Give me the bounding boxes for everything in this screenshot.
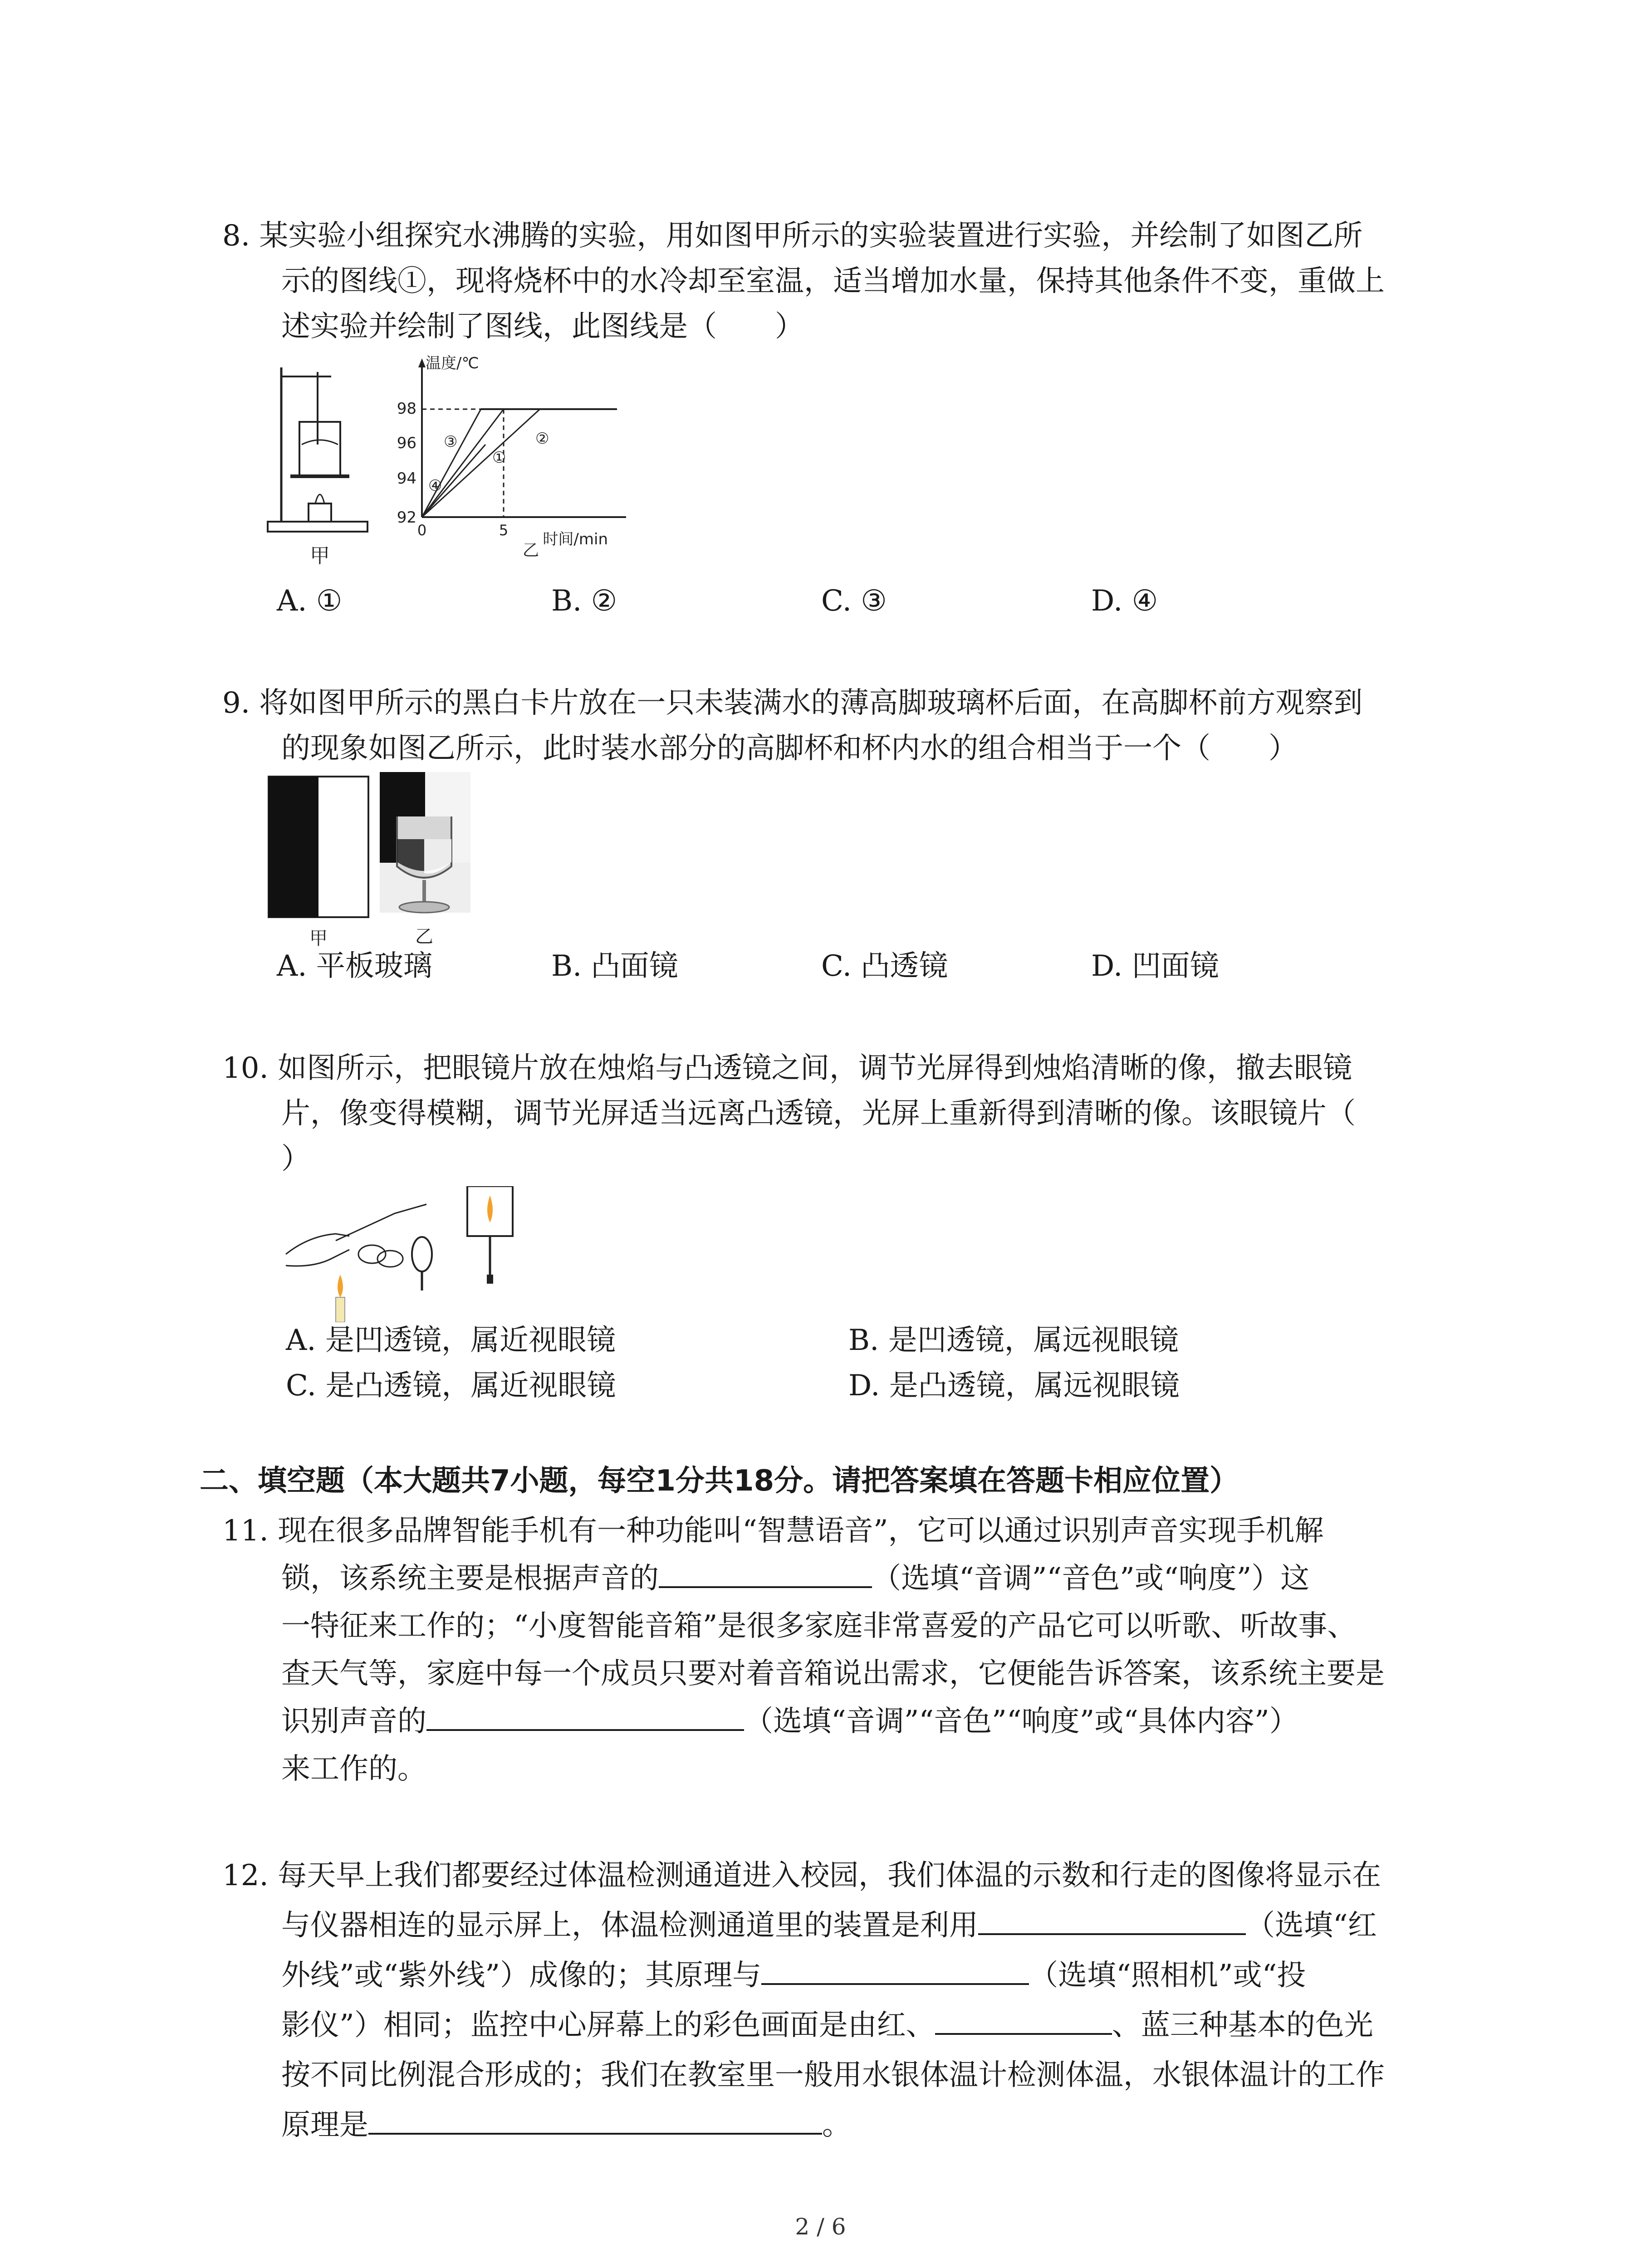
q12-line-6: 原理是 。 <box>281 2105 851 2146</box>
q10-option-d: D. 是凸透镜，属远视眼镜 <box>848 1369 1180 1403</box>
q10-line-3: ） <box>281 1142 310 1176</box>
q11-blank-1[interactable] <box>659 1558 872 1588</box>
graph-line-3 <box>422 409 481 517</box>
glass-label: 乙 <box>415 926 433 947</box>
q11-line-5: 识别声音的 （选填“音调”“音色”“响度”或“具体内容”） <box>281 1701 1298 1742</box>
x-tick-0: 0 <box>417 522 427 539</box>
q8-option-c: C. ③ <box>821 584 887 618</box>
q11-line-3: 一特征来工作的；“小度智能音箱”是很多家庭非常喜爱的产品它可以听歌、听故事、 <box>281 1609 1357 1643</box>
q12-line-4: 影仪”）相同；监控中心屏幕上的彩色画面是由红、 、蓝三种基本的色光 <box>281 2005 1373 2046</box>
q12-line-3: 外线”或“紫外线”）成像的；其原理与 （选填“照相机”或“投 <box>281 1955 1306 1996</box>
q10-option-c: C. 是凸透镜，属近视眼镜 <box>286 1369 616 1403</box>
graph-x-label: 时间/min <box>543 530 608 548</box>
q11-line-4: 查天气等，家庭中每一个成员只要对着音箱说出需求，它便能告诉答案，该系统主要是 <box>281 1657 1385 1691</box>
q9-line-1: 9. 将如图甲所示的黑白卡片放在一只未装满水的薄高脚玻璃杯后面，在高脚杯前方观察到 <box>222 686 1363 720</box>
q12-line-2: 与仪器相连的显示屏上，体温检测通道里的装置是利用 （选填“红 <box>281 1905 1377 1946</box>
q11-line-6: 来工作的。 <box>281 1752 426 1786</box>
section-2-title: 二、填空题（本大题共7小题，每空1分共18分。请把答案填在答题卡相应位置） <box>200 1464 1239 1498</box>
q11-line-1: 11. 现在很多品牌智能手机有一种功能叫“智慧语音”，它可以通过识别声音实现手机解 <box>222 1514 1324 1548</box>
q8-line-3: 述实验并绘制了图线，此图线是（ ） <box>281 310 804 343</box>
q9-line-2: 的现象如图乙所示，此时装水部分的高脚杯和杯内水的组合相当于一个（ ） <box>281 732 1298 765</box>
graph-label-4: ④ <box>428 477 442 495</box>
q12-line-1: 12. 每天早上我们都要经过体温检测通道进入校园，我们体温的示数和行走的图像将显示在 <box>222 1859 1381 1892</box>
q12-line-5: 按不同比例混合形成的；我们在教室里一般用水银体温计检测体温，水银体温计的工作 <box>281 2058 1385 2092</box>
q8-option-b: B. ② <box>551 584 617 618</box>
q12-blank-3[interactable] <box>935 2005 1112 2035</box>
graph-line-2 <box>422 409 540 517</box>
y-tick-96: 96 <box>397 434 416 452</box>
q11-blank-2[interactable] <box>426 1701 744 1731</box>
y-tick-98: 98 <box>397 400 416 418</box>
graph-line-1 <box>422 409 504 517</box>
graph-label-2: ② <box>535 430 549 448</box>
card-label: 甲 <box>309 928 328 948</box>
lens-candle-figure <box>281 1186 535 1322</box>
q8-line-1: 8. 某实验小组探究水沸腾的实验，用如图甲所示的实验装置进行实验，并绘制了如图乙所 <box>222 219 1363 253</box>
q8-option-a: A. ① <box>277 584 343 618</box>
graph-caption: 乙 <box>522 541 539 558</box>
wine-glass-figure <box>379 771 474 948</box>
graph-label-1: ① <box>492 449 506 467</box>
q10-option-a: A. 是凹透镜，属近视眼镜 <box>286 1324 616 1357</box>
page-number: 2 / 6 <box>795 2214 846 2240</box>
q8-line-2: 示的图线①，现将烧杯中的水冷却至室温，适当增加水量，保持其他条件不变，重做上 <box>281 264 1385 298</box>
q9-option-a: A. 平板玻璃 <box>277 949 432 983</box>
black-white-card-figure <box>268 776 372 948</box>
graph-y-label: 温度/℃ <box>426 354 479 372</box>
apparatus-label: 甲 <box>310 544 330 567</box>
temperature-graph <box>390 349 644 558</box>
q11-line-2: 锁，该系统主要是根据声音的 （选填“音调”“音色”或“响度”）这 <box>281 1558 1309 1599</box>
q9-option-c: C. 凸透镜 <box>821 949 948 983</box>
q9-option-b: B. 凸面镜 <box>551 949 678 983</box>
q10-line-1: 10. 如图所示，把眼镜片放在烛焰与凸透镜之间，调节光屏得到烛焰清晰的像，撤去眼镜 <box>222 1051 1352 1085</box>
q12-blank-2[interactable] <box>761 1955 1029 1985</box>
boiling-apparatus-figure <box>263 354 386 572</box>
y-tick-92: 92 <box>397 508 416 527</box>
y-tick-94: 94 <box>397 469 416 488</box>
x-tick-5: 5 <box>499 522 509 539</box>
q10-option-b: B. 是凹透镜，属远视眼镜 <box>848 1324 1179 1357</box>
graph-label-3: ③ <box>444 433 458 451</box>
q10-line-2: 片，像变得模糊，调节光屏适当远离凸透镜，光屏上重新得到清晰的像。该眼镜片（ <box>281 1097 1356 1130</box>
q12-blank-4[interactable] <box>368 2105 822 2135</box>
q12-blank-1[interactable] <box>978 1905 1246 1935</box>
q9-option-d: D. 凹面镜 <box>1091 949 1219 983</box>
q8-option-d: D. ④ <box>1091 584 1158 618</box>
